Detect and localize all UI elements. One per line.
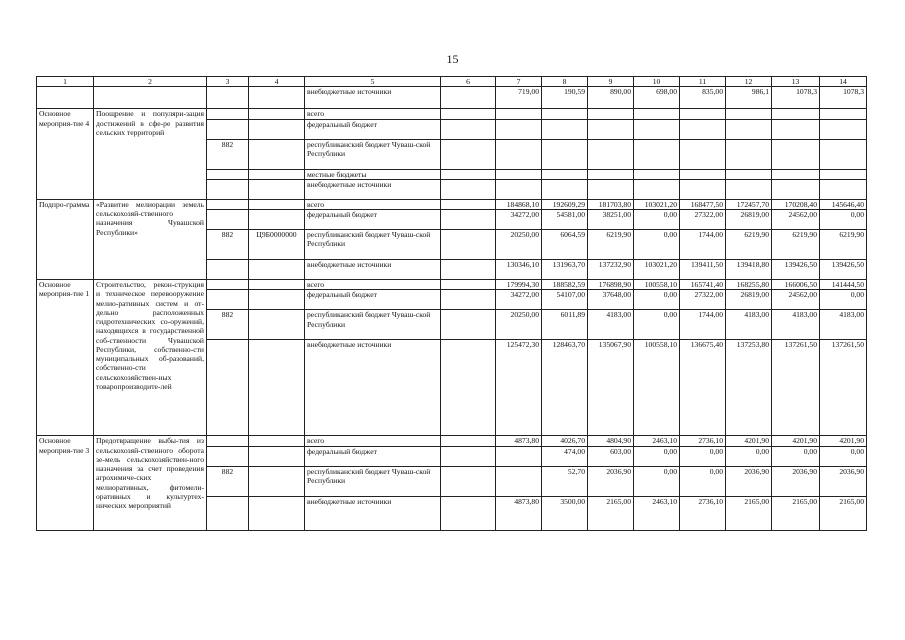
table-row bbox=[37, 436, 867, 446]
value-cell: 136675,40 bbox=[680, 340, 726, 436]
col-header: 1 bbox=[37, 77, 94, 87]
value-cell: 170208,40 bbox=[772, 199, 820, 209]
value-cell: 125472,30 bbox=[496, 340, 542, 436]
value-cell: 0,00 bbox=[680, 466, 726, 496]
funding-source: внебюджетные источники bbox=[305, 87, 441, 109]
value-cell: 137261,50 bbox=[772, 340, 820, 436]
value-cell: 6219,90 bbox=[820, 230, 867, 260]
value-cell: 137232,90 bbox=[588, 260, 634, 280]
activity-label: Подпро-грамма bbox=[37, 199, 94, 279]
value-cell: 6219,90 bbox=[726, 230, 772, 260]
value-cell: 166006,50 bbox=[772, 280, 820, 290]
value-cell: 139426,50 bbox=[772, 260, 820, 280]
col-header: 7 bbox=[496, 77, 542, 87]
value-cell: 2165,00 bbox=[726, 496, 772, 530]
col-header: 12 bbox=[726, 77, 772, 87]
value-cell: 0,00 bbox=[634, 210, 680, 230]
value-cell: 165741,40 bbox=[680, 280, 726, 290]
value-cell: 103021,20 bbox=[634, 260, 680, 280]
value-cell: 2036,90 bbox=[588, 466, 634, 496]
funding-source: всего bbox=[305, 436, 441, 446]
col-header: 11 bbox=[680, 77, 726, 87]
value-cell: 20250,00 bbox=[496, 310, 542, 340]
value-cell: 26819,00 bbox=[726, 290, 772, 310]
value-cell: 4873,80 bbox=[496, 436, 542, 446]
value-cell: 34272,00 bbox=[496, 290, 542, 310]
value-cell: 190,59 bbox=[542, 87, 588, 109]
value-cell bbox=[496, 466, 542, 496]
funding-source: федеральный бюджет bbox=[305, 446, 441, 466]
value-cell: 137261,50 bbox=[820, 340, 867, 436]
funding-source: федеральный бюджет bbox=[305, 290, 441, 310]
value-cell: 139411,50 bbox=[680, 260, 726, 280]
value-cell: 890,00 bbox=[588, 87, 634, 109]
value-cell: 4201,90 bbox=[820, 436, 867, 446]
funding-source: республиканский бюджет Чуваш-ской Республики bbox=[305, 230, 441, 260]
value-cell: 2036,90 bbox=[726, 466, 772, 496]
funding-source: республиканский бюджет Чуваш-ской Республики bbox=[305, 139, 441, 169]
value-cell bbox=[496, 446, 542, 466]
value-cell: 24562,00 bbox=[772, 290, 820, 310]
value-cell: 0,00 bbox=[634, 290, 680, 310]
col-header: 8 bbox=[542, 77, 588, 87]
activity-label: Основное мероприя-тие 4 bbox=[37, 109, 94, 200]
value-cell: 141444,50 bbox=[820, 280, 867, 290]
funding-source: внебюджетные источники bbox=[305, 179, 441, 199]
value-cell: 184868,10 bbox=[496, 199, 542, 209]
value-cell: 27322,00 bbox=[680, 290, 726, 310]
header-row bbox=[37, 77, 867, 87]
col-header: 10 bbox=[634, 77, 680, 87]
value-cell: 2165,00 bbox=[588, 496, 634, 530]
value-cell: 38251,00 bbox=[588, 210, 634, 230]
value-cell: 139426,50 bbox=[820, 260, 867, 280]
value-cell: 698,00 bbox=[634, 87, 680, 109]
value-cell: 168477,50 bbox=[680, 199, 726, 209]
value-cell: 130346,10 bbox=[496, 260, 542, 280]
value-cell: 4026,70 bbox=[542, 436, 588, 446]
value-cell: 4183,00 bbox=[726, 310, 772, 340]
value-cell: 6219,90 bbox=[772, 230, 820, 260]
value-cell: 3500,00 bbox=[542, 496, 588, 530]
budget-code: 882 bbox=[207, 466, 249, 496]
value-cell: 1078,3 bbox=[772, 87, 820, 109]
funding-source: федеральный бюджет bbox=[305, 119, 441, 139]
value-cell: 4183,00 bbox=[588, 310, 634, 340]
value-cell: 0,00 bbox=[634, 446, 680, 466]
value-cell: 4873,80 bbox=[496, 496, 542, 530]
value-cell: 100558,10 bbox=[634, 340, 680, 436]
value-cell: 103021,20 bbox=[634, 199, 680, 209]
value-cell: 176898,90 bbox=[588, 280, 634, 290]
funding-source: всего bbox=[305, 199, 441, 209]
value-cell: 172457,70 bbox=[726, 199, 772, 209]
value-cell: 128463,70 bbox=[542, 340, 588, 436]
value-cell: 135067,90 bbox=[588, 340, 634, 436]
page-number: 15 bbox=[446, 52, 459, 66]
value-cell: 2463,10 bbox=[634, 496, 680, 530]
value-cell: 2036,90 bbox=[820, 466, 867, 496]
value-cell: 0,00 bbox=[634, 230, 680, 260]
table-row bbox=[37, 109, 867, 119]
value-cell: 24562,00 bbox=[772, 210, 820, 230]
value-cell: 0,00 bbox=[680, 446, 726, 466]
value-cell: 52,70 bbox=[542, 466, 588, 496]
value-cell: 474,00 bbox=[542, 446, 588, 466]
value-cell: 6011,89 bbox=[542, 310, 588, 340]
budget-code: 882 bbox=[207, 139, 249, 169]
funding-source: внебюджетные источники bbox=[305, 496, 441, 530]
value-cell: 1744,00 bbox=[680, 230, 726, 260]
activity-label: Основное мероприя-тие 3 bbox=[37, 436, 94, 530]
value-cell: 2736,10 bbox=[680, 436, 726, 446]
value-cell: 4183,00 bbox=[820, 310, 867, 340]
col-header: 3 bbox=[207, 77, 249, 87]
value-cell: 54107,00 bbox=[542, 290, 588, 310]
value-cell: 603,00 bbox=[588, 446, 634, 466]
budget-code: 882 bbox=[207, 310, 249, 340]
table-row bbox=[37, 280, 867, 290]
activity-description: «Развитие мелиорации земель сельскохозяй-ственного назначения Чувашской Республики» bbox=[94, 199, 207, 279]
value-cell: 131963,70 bbox=[542, 260, 588, 280]
value-cell: 4804,90 bbox=[588, 436, 634, 446]
budget-code: 882 bbox=[207, 230, 249, 260]
value-cell: 4201,90 bbox=[726, 436, 772, 446]
value-cell: 2165,00 bbox=[820, 496, 867, 530]
value-cell: 0,00 bbox=[726, 446, 772, 466]
value-cell: 54581,00 bbox=[542, 210, 588, 230]
value-cell: 168255,80 bbox=[726, 280, 772, 290]
value-cell: 1078,3 bbox=[820, 87, 867, 109]
value-cell: 37648,00 bbox=[588, 290, 634, 310]
funding-source: республиканский бюджет Чуваш-ской Республики bbox=[305, 466, 441, 496]
value-cell: 20250,00 bbox=[496, 230, 542, 260]
value-cell: 0,00 bbox=[820, 290, 867, 310]
activity-description: Предотвращение выбы-тия из сельскохозяй-ственного оборота зе-мель сельскохозяйствен-ного назначения за счет проведения агрохимиче-ских мелиоративных, фитомели-оративных и культуртех-нических мероприятий bbox=[94, 436, 207, 530]
value-cell: 34272,00 bbox=[496, 210, 542, 230]
value-cell: 0,00 bbox=[772, 446, 820, 466]
target-code: Ц9Б0000000 bbox=[249, 230, 305, 260]
value-cell: 145646,40 bbox=[820, 199, 867, 209]
activity-description: Поощрение и популяри-зация достижений в сфе-ре развития сельских территорий bbox=[94, 109, 207, 200]
value-cell: 0,00 bbox=[634, 310, 680, 340]
col-header: 9 bbox=[588, 77, 634, 87]
col-header: 5 bbox=[305, 77, 441, 87]
value-cell: 6219,90 bbox=[588, 230, 634, 260]
funding-source: местные бюджеты bbox=[305, 169, 441, 179]
col-header: 6 bbox=[441, 77, 496, 87]
value-cell: 2463,10 bbox=[634, 436, 680, 446]
value-cell: 188582,59 bbox=[542, 280, 588, 290]
value-cell: 4201,90 bbox=[772, 436, 820, 446]
value-cell: 0,00 bbox=[820, 210, 867, 230]
value-cell: 1744,00 bbox=[680, 310, 726, 340]
value-cell: 27322,00 bbox=[680, 210, 726, 230]
value-cell: 181703,80 bbox=[588, 199, 634, 209]
value-cell: 2036,90 bbox=[772, 466, 820, 496]
funding-source: внебюджетные источники bbox=[305, 260, 441, 280]
value-cell: 0,00 bbox=[634, 466, 680, 496]
value-cell: 835,00 bbox=[680, 87, 726, 109]
funding-source: всего bbox=[305, 109, 441, 119]
col-header: 13 bbox=[772, 77, 820, 87]
value-cell: 26819,00 bbox=[726, 210, 772, 230]
value-cell: 4183,00 bbox=[772, 310, 820, 340]
activity-description: Строительство, рекон-струкция и техническое перевооружение мелио-ративных систем и от-дельно расположенных гидротехнических со-оружений, находящихся в государственной соб-ственности Чувашской Республики, собственно-сти муниципальных об-разований, собственно-сти сельскохозяйствен-ных товаропроизводите-лей bbox=[94, 280, 207, 436]
activity-label: Основное мероприя-тие 1 bbox=[37, 280, 94, 436]
funding-source: федеральный бюджет bbox=[305, 210, 441, 230]
value-cell: 139418,80 bbox=[726, 260, 772, 280]
value-cell: 179994,30 bbox=[496, 280, 542, 290]
col-header: 4 bbox=[249, 77, 305, 87]
value-cell: 719,00 bbox=[496, 87, 542, 109]
budget-table bbox=[36, 76, 867, 531]
table-row bbox=[37, 199, 867, 209]
value-cell: 100558,10 bbox=[634, 280, 680, 290]
value-cell: 6064,59 bbox=[542, 230, 588, 260]
table-row bbox=[37, 87, 867, 109]
funding-source: всего bbox=[305, 280, 441, 290]
value-cell: 2165,00 bbox=[772, 496, 820, 530]
value-cell: 192609,29 bbox=[542, 199, 588, 209]
value-cell: 986,1 bbox=[726, 87, 772, 109]
value-cell: 137253,80 bbox=[726, 340, 772, 436]
value-cell: 2736,10 bbox=[680, 496, 726, 530]
funding-source: внебюджетные источники bbox=[305, 340, 441, 436]
value-cell: 0,00 bbox=[820, 446, 867, 466]
col-header: 14 bbox=[820, 77, 867, 87]
col-header: 2 bbox=[94, 77, 207, 87]
funding-source: республиканский бюджет Чуваш-ской Республики bbox=[305, 310, 441, 340]
